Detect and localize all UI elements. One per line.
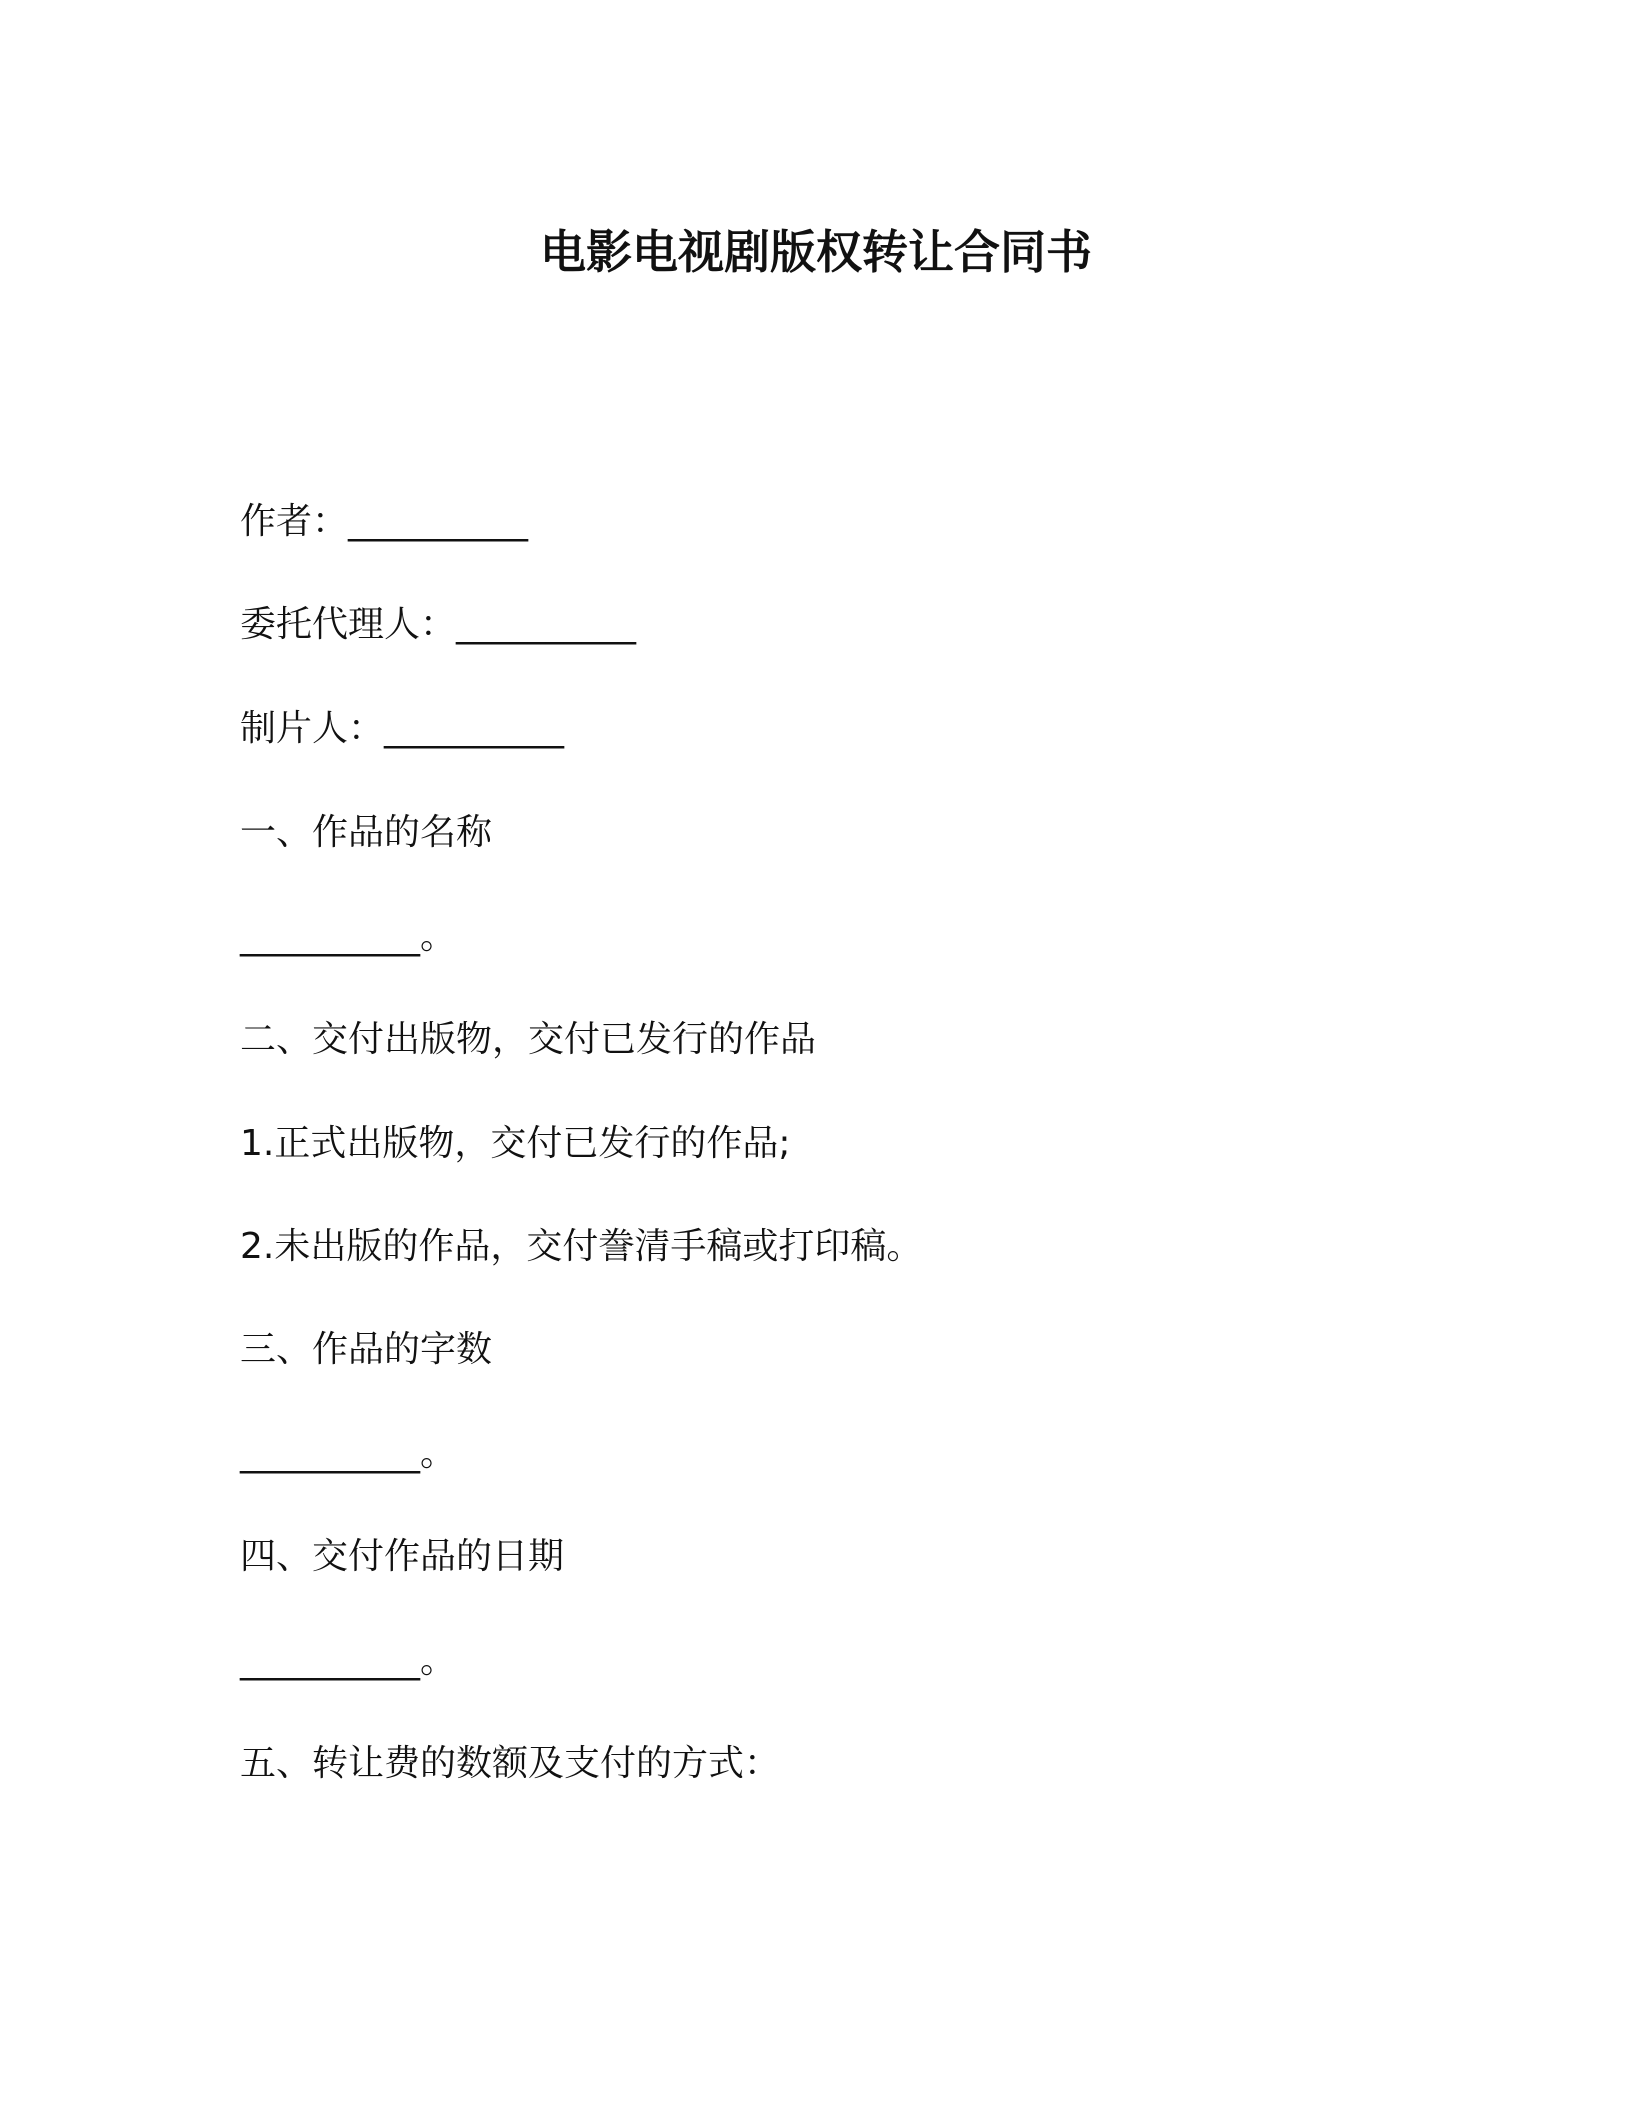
author-line: 作者：__________ — [240, 501, 529, 542]
section-2-heading: 二、交付出版物，交付已发行的作品 — [240, 1019, 817, 1060]
agent-line: 委托代理人：__________ — [240, 604, 637, 645]
document-title: 电影电视剧版权转让合同书 — [540, 225, 1092, 279]
section-5-heading: 五、转让费的数额及支付的方式： — [240, 1743, 781, 1784]
section-1-heading: 一、作品的名称 — [240, 812, 493, 853]
section-2-item-2: 2.未出版的作品，交付誊清手稿或打印稿。 — [240, 1226, 923, 1267]
section-4-heading: 四、交付作品的日期 — [240, 1536, 565, 1577]
section-3-heading: 三、作品的字数 — [240, 1329, 493, 1370]
section-4-blank: __________。 — [240, 1640, 457, 1681]
section-1-blank: __________。 — [240, 916, 457, 957]
producer-line: 制片人：__________ — [240, 708, 565, 749]
section-3-blank: __________。 — [240, 1433, 457, 1474]
section-2-item-1: 1.正式出版物，交付已发行的作品; — [240, 1123, 791, 1164]
